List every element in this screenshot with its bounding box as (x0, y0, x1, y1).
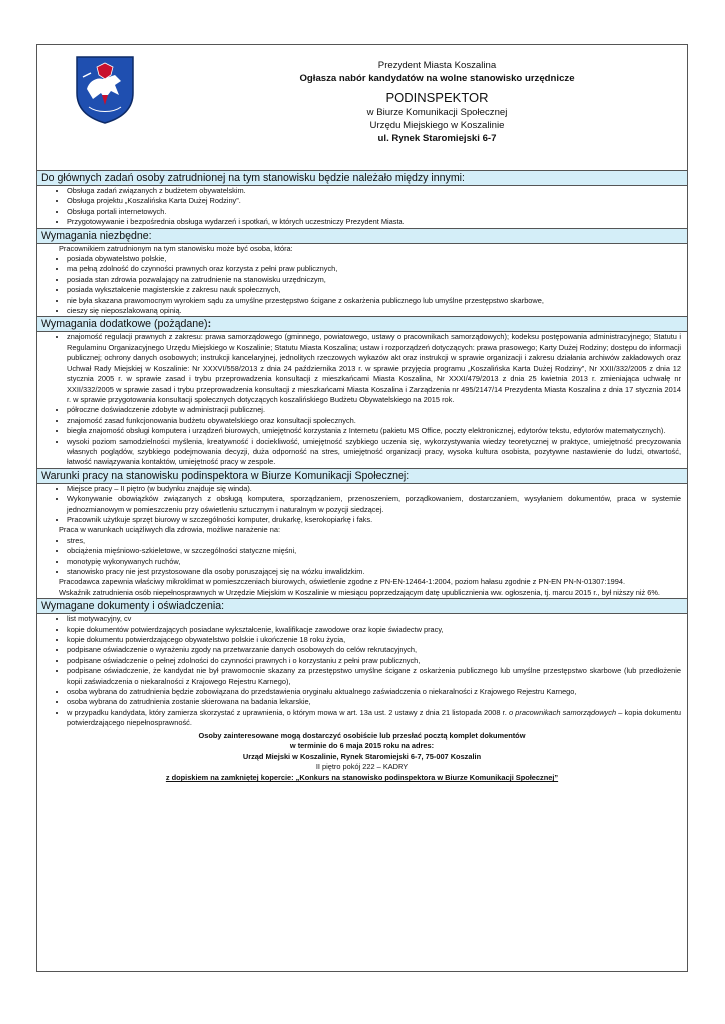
section-title: Wymagania niezbędne: (37, 228, 687, 244)
section-additional-requirements (37, 316, 687, 467)
announcement-page (36, 44, 688, 972)
list-item: • kopie dokumentów potwierdzających posiadane wykształcenie, kwalifikacje zawodowe oraz kopie świadectw pracy, (67, 625, 681, 635)
list-item: • ma pełną zdolność do czynności prawnych oraz korzysta z pełni praw publicznych, (67, 264, 681, 274)
section-duties (37, 170, 687, 228)
header-address: ul. Rynek Staromiejski 6-7 (377, 133, 497, 144)
requirements-list (37, 254, 687, 316)
conditions-list (37, 484, 687, 526)
list-item: • podpisane oświadczenie o pełnej zdolności do czynności prawnych i o korzystaniu z pełni praw publicznych, (67, 656, 681, 666)
list-item: • Obsługa projektu „Koszalińska Karta Dużej Rodziny”. (67, 196, 681, 206)
section-documents (37, 598, 687, 783)
disability-index-paragraph: Wskaźnik zatrudnienia osób niepełnosprawnych w Urzędzie Miejskim w Koszalinie w miesiącu poprzedzającym datę upublicznienia ww. ogłoszenia, tj. marcu 2015 r., był niższy niż 6%. (59, 587, 660, 597)
list-item: • znajomość zasad funkcjonowania budżetu obywatelskiego oraz konsultacji społecznych. (67, 416, 681, 426)
list-item: • Przygotowywanie i bezpośrednia obsługa wydarzeń i spotkań, w których uczestniczy Prezydent Miasta. (67, 217, 681, 227)
list-item: • osoba wybrana do zatrudnienia zostanie skierowana na badania lekarskie, (67, 697, 681, 707)
header-announcement: Ogłasza nabór kandydatów na wolne stanowisko urzędnicze (299, 73, 575, 84)
list-item: • obciążenia mięśniowo-szkieletowe, w szczególności statyczne mięśni, (67, 546, 681, 556)
koszalin-coat-of-arms-icon (75, 55, 135, 125)
list-item: • Obsługa portali internetowych. (67, 207, 681, 217)
duties-list (37, 186, 687, 228)
additional-list (37, 332, 687, 467)
section-title: Warunki pracy na stanowisku podinspektora w Biurze Komunikacji Społecznej: (37, 468, 687, 484)
header-office: Urzędu Miejskiego w Koszalinie (369, 120, 505, 131)
hazards-intro: Praca w warunkach uciążliwych dla zdrowia, możliwe narażenie na: (59, 525, 280, 535)
position-title: PODINSPEKTOR (385, 90, 489, 105)
list-item: • stanowisko pracy nie jest przystosowane dla osoby poruszającej się na wózku inwalidzkim. (67, 567, 681, 577)
header-mayor: Prezydent Miasta Koszalina (377, 60, 497, 71)
list-item: • posiada stan zdrowia pozwalający na zatrudnienie na stanowisku urzędniczym, (67, 275, 681, 285)
header-department: w Biurze Komunikacji Społecznej (366, 107, 508, 118)
list-item: • biegła znajomość obsługi komputera i urządzeń biurowych, umiejętność korzystania z Internetu (pakietu MS Office, poczty elektronicznej, edytorów tekstu, edytorów matematycznych). (67, 426, 681, 436)
list-item: • osoba wybrana do zatrudnienia będzie zobowiązana do przedstawienia oryginału aktualnego zaświadczenia o niekaralności z Krajowego Rejestru Karnego, (67, 687, 681, 697)
list-item: • nie była skazana prawomocnym wyrokiem sądu za umyślne przestępstwo ścigane z oskarżenia publicznego lub umyślne przestępstwo skarbowe, (67, 296, 681, 306)
list-item: • podpisane oświadczenie, że kandydat nie był prawomocnie skazany za przestępstwo umyślne ścigane z oskarżenia publicznego lub umyślne przestępstwo skarbowe (lub przedłożenie kopii zaświadczenia o niekaralności z Krajowego Rejestru Karnego), (67, 666, 681, 687)
hazards-list (37, 536, 687, 578)
list-item: • w przypadku kandydata, który zamierza skorzystać z uprawnienia, o którym mowa w art. 13a ust. 2 ustawy z dnia 21 listopada 2008 r. o pracownikach samorządowych – kopia dokumentu potwierdzającego niepełnosprawność. (67, 708, 681, 729)
section-title: Wymagane dokumenty i oświadczenia: (37, 598, 687, 614)
list-item: • kopie dokumentu potwierdzającego obywatelstwo polskie i ukończenie 18 roku życia, (67, 635, 681, 645)
section-work-conditions (37, 468, 687, 598)
list-item: • znajomość regulacji prawnych z zakresu: prawa samorządowego (gminnego, powiatowego, ustawy o pracownikach samorządowych); kodeksu postępowania administracyjnego; Statutu i Regulaminu Organizacyjnego Urzędu Miejskiego w Koszalinie; Statutu Miasta Koszalina; ustaw i rozporządzeń dotyczących: prawa prasowego; Karty Dużej Rodziny; dostępu do informacji publicznej; ochrony danych osobowych; instrukcji kancelaryjnej, jednolitych rzeczowych wykazów akt oraz instrukcji w sprawie organizacji i zakresu działania archiwów zakładowych oraz Uchwał Rady Miejskiej w Koszalinie: Nr XXXVI/558/2013 z dnia 24 października 2013 r. w sprawie przyjęcia programu „Koszalińska Karta Dużej Rodziny”, Nr XXII/332/2005 z dnia 12 stycznia 2005 r. w sprawie zasad i trybu przeprowadzenia konsultacji z mieszkańcami Miasta Koszalina, Nr XXXI/479/2013 z dnia 25 kwietnia 2013 r. zmieniająca uchwałę nr XXII/332/2005 w sprawie zasad i trybu przeprowadzenia konsultacji z mieszkańcami Miasta Koszalina i Zarządzenia nr 495/2147/14 Prezydenta Miasta Koszalina z dnia 17 stycznia 2014 r. w sprawie przygotowania konsultacji społecznych dotyczących koszalińskiego Budżetu Obywatelskiego na 2015 rok. (67, 332, 681, 405)
list-item: • Pracownik użytkuje sprzęt biurowy w szczególności komputer, drukarkę, kserokopiarkę i faks. (67, 515, 681, 525)
list-item: • posiada wykształcenie magisterskie z zakresu nauk społecznych, (67, 285, 681, 295)
list-item: • półroczne doświadczenie zdobyte w administracji publicznej. (67, 405, 681, 415)
list-item: • Wykonywanie obowiązków związanych z obsługą komputera, sporządzaniem, przenoszeniem, porządkowaniem, dostarczaniem, wysyłaniem dokumentów, praca w systemie jednozmianowym w pomieszczeniu przy oświetleniu sztucznym i naturalnym w pozycji siedzącej. (67, 494, 681, 515)
list-item: • monotypię wykonywanych ruchów, (67, 557, 681, 567)
documents-list (37, 614, 687, 728)
list-item: • Miejsce pracy – II piętro (w budynku znajduje się winda). (67, 484, 681, 494)
list-item: • wysoki poziom samodzielności myślenia, kreatywność i dociekliwość, umiejętność szybkiego uczenia się, wykorzystywania wiedzy teoretycznej w praktyce, umiejętność precyzowania własnych poglądów, szybkiego podejmowania decyzji, duża odporność na stres, umiejętność organizacji pracy, wysoka kultura osobista, pozytywne nastawienie do ludzi, otwartość, łatwość nawiązywania kontaktów, umiejętność pracy w zespole. (67, 437, 681, 468)
list-item: • Obsługa zadań związanych z budżetem obywatelskim. (67, 186, 681, 196)
footer-envelope-note: z dopiskiem na zamkniętej kopercie: „Konkurs na stanowisko podinspektora w Biurze Komunikacji Społecznej” (165, 773, 559, 783)
header (37, 45, 687, 170)
footer-room: II piętro pokój 222 – KADRY (315, 762, 409, 772)
list-item: • podpisane oświadczenie o wyrażeniu zgody na przetwarzanie danych osobowych do celów rekrutacyjnych, (67, 645, 681, 655)
list-item: • posiada obywatelstwo polskie, (67, 254, 681, 264)
header-text (277, 59, 597, 145)
list-item: • stres, (67, 536, 681, 546)
submission-info (37, 729, 687, 784)
microclimate-paragraph: Pracodawca zapewnia właściwy mikroklimat w pomieszczeniach biurowych, oświetlenie zgodne z PN-EN-12464-1:2004, poziom hałasu zgodnie z PN-EN PN-N-01307:1994. (59, 577, 626, 587)
list-item: • cieszy się nieposzlakowaną opinią. (67, 306, 681, 316)
footer-address: Urząd Miejski w Koszalinie, Rynek Staromiejski 6-7, 75-007 Koszalin (242, 751, 482, 761)
section-requirements (37, 228, 687, 317)
requirements-intro: Pracownikiem zatrudnionym na tym stanowisku może być osoba, która: (59, 243, 293, 253)
footer-deadline: w terminie do 6 maja 2015 roku na adres: (289, 741, 435, 751)
section-title: Do głównych zadań osoby zatrudnionej na tym stanowisku będzie należało między innymi: (37, 170, 687, 186)
footer-line: Osoby zainteresowane mogą dostarczyć osobiście lub przesłać pocztą komplet dokumentów (198, 730, 526, 740)
section-title: Wymagania dodatkowe (pożądane): (37, 316, 687, 332)
list-item: • list motywacyjny, cv (67, 614, 681, 624)
